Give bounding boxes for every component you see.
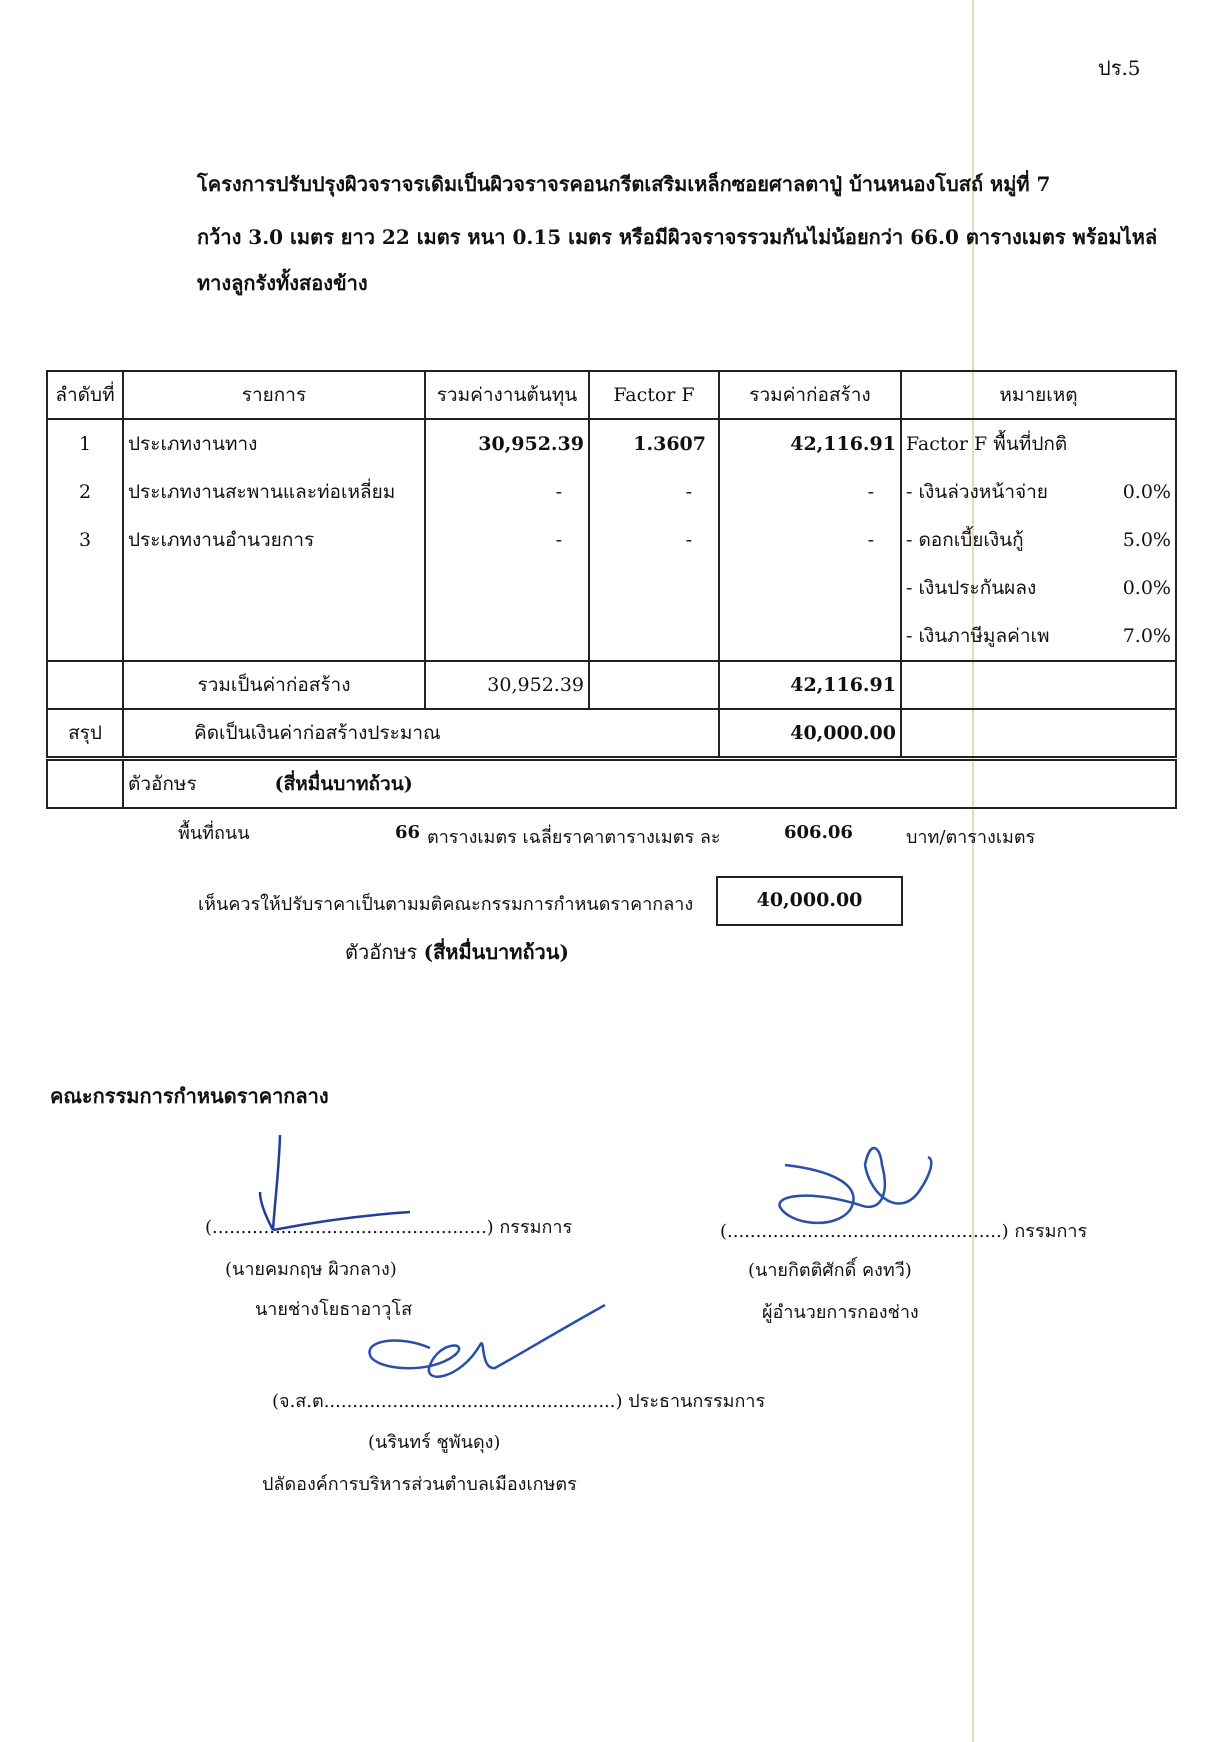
row-total: 42,116.91 [790,433,896,455]
note-label: - ดอกเบี้ยเงินกู้ [906,529,1024,551]
recommend-words [345,936,569,968]
paper-fold-line [972,0,974,1742]
signatory-name: (นายกิตติศักดิ์ คงทวี) [748,1260,912,1281]
average-price-unit: บาท/ตารางเมตร [906,827,1036,848]
table-body-row [47,419,1176,661]
summary-label: สรุป [47,709,123,759]
row-cost: 30,952.39 [478,433,584,455]
note-label: - เงินล่วงหน้าจ่าย [906,481,1048,503]
note-value: 0.0% [1122,577,1171,599]
cost-summary-table [46,370,1177,809]
subtotal-total: 42,116.91 [719,661,901,709]
row-cost: - [555,481,562,503]
table-header-row [47,371,1176,419]
row-factor: 1.3607 [633,433,706,455]
row-total: - [867,529,874,551]
title-line-3: ทางลูกรังทั้งสองข้าง [197,271,368,295]
committee-title: คณะกรรมการกำหนดราคากลาง [50,1084,329,1108]
recommend-text: เห็นควรให้ปรับราคาเป็นตามมติคณะกรรมการกำหนดราคากลาง [198,894,694,915]
row-no: 3 [78,529,92,551]
road-area-unit: ตารางเมตร เฉลี่ยราคาตารางเมตร ละ [427,827,721,848]
words-label: ตัวอักษร [128,773,197,795]
header-no: ลำดับที่ [47,371,123,419]
note-value: 0.0% [1122,481,1171,503]
remarks-cell [901,419,1176,661]
row-factor: - [685,529,692,551]
factor-f-note: Factor F พื้นที่ปกติ [906,433,1068,455]
signatory-position: ผู้อำนวยการกองช่าง [762,1302,919,1323]
signatory-position: นายช่างโยธาอาวุโส [255,1299,413,1320]
row-no: 2 [78,481,92,503]
signature-line: (................................................) กรรมการ [205,1217,573,1238]
signature-3-image [360,1300,610,1400]
header-remark: หมายเหตุ [901,371,1176,419]
row-cost: - [555,529,562,551]
header-item: รายการ [123,371,425,419]
row-item: ประเภทงานทาง [128,433,258,455]
recommend-words-label: ตัวอักษร [345,940,418,964]
summary-row [47,709,1176,759]
subtotal-cost: 30,952.39 [425,661,589,709]
signatory-name: (นายคมกฤษ ผิวกลาง) [225,1259,397,1280]
road-area-label: พื้นที่ถนน [178,823,250,844]
signatory-position: ปลัดองค์การบริหารส่วนตำบลเมืองเกษตร [262,1474,577,1495]
words-value: (สี่หมื่นบาทถ้วน) [274,773,413,795]
summary-text: คิดเป็นเงินค่าก่อสร้างประมาณ [123,709,719,759]
signature-2-image [770,1135,960,1235]
words-row [47,759,1176,809]
title-line-2: กว้าง 3.0 เมตร ยาว 22 เมตร หนา 0.15 เมตร หรือมีผิวจราจรรวมกันไม่น้อยกว่า 66.0 ตารางเมตร พร้อมไหล่ [197,225,1158,249]
recommend-value-box: 40,000.00 [716,876,903,926]
signatory-name: (นรินทร์ ชูพันดุง) [368,1432,501,1453]
signature-line: (จ.ส.ต...................................................) ประธานกรรมการ [272,1391,766,1412]
row-factor: - [685,481,692,503]
row-item: ประเภทงานสะพานและท่อเหลี่ยม [128,481,396,503]
recommend-words-value: (สี่หมื่นบาทถ้วน) [423,940,569,964]
title-line-1: โครงการปรับปรุงผิวจราจรเดิมเป็นผิวจราจรคอนกรีตเสริมเหล็กซอยศาลตาปู่ บ้านหนองโบสถ์ หมู่ที่ 7 [197,172,1051,196]
average-price: 606.06 [784,822,853,843]
header-total: รวมค่าก่อสร้าง [719,371,901,419]
summary-value: 40,000.00 [719,709,901,759]
signature-line: (................................................) กรรมการ [720,1221,1088,1242]
header-factor: Factor F [589,371,719,419]
subtotal-label: รวมเป็นค่าก่อสร้าง [123,661,425,709]
row-total: - [867,481,874,503]
signature-1-image [255,1130,425,1240]
header-cost: รวมค่างานต้นทุน [425,371,589,419]
page-number: ปร.5 [1098,56,1141,80]
note-value: 5.0% [1122,529,1171,551]
note-label: - เงินประกันผลง [906,577,1037,599]
note-value: 7.0% [1122,625,1171,647]
row-no: 1 [78,433,92,455]
note-label: - เงินภาษีมูลค่าเพ [906,625,1050,647]
road-area-value: 66 [395,822,421,843]
row-item: ประเภทงานอำนวยการ [128,529,315,551]
subtotal-row [47,661,1176,709]
